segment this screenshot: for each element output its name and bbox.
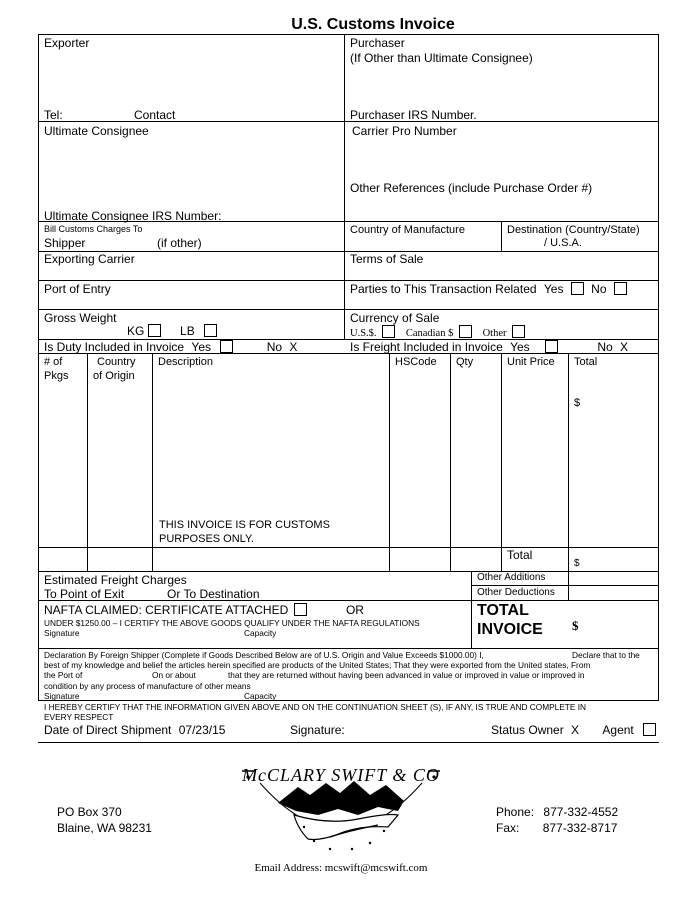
- shipper-label: Shipper: [44, 236, 86, 250]
- declaration-line2: best of my knowledge and belief the articles herein specified are products of the United States; That they were exported from the United states, From: [44, 660, 591, 670]
- footer-city: Blaine, WA 98231: [57, 821, 152, 835]
- total-invoice-label-1: TOTAL: [477, 602, 529, 619]
- col-country-header-2: of Origin: [93, 370, 135, 382]
- certify-line1: I HEREBY CERTIFY THAT THE INFORMATION GIVEN ABOVE AND ON THE CONTINUATION SHEET (S), IF ANY, IS TRUE AND COMPLETE IN: [44, 702, 587, 712]
- declaration-line3: that they are returned without having been advanced in value or improved in value or improved in: [228, 670, 585, 680]
- other-currency-checkbox[interactable]: [512, 325, 525, 338]
- declaration-line4: condition by any process of manufacture of other means: [44, 681, 251, 691]
- nafta-certificate-checkbox[interactable]: [294, 603, 307, 616]
- lb-checkbox[interactable]: [204, 324, 217, 337]
- parties-yes-label: Yes: [543, 282, 564, 296]
- logo-text: McCLARY SWIFT & CO: [242, 765, 440, 785]
- to-point-of-exit-label: To Point of Exit: [44, 587, 125, 601]
- lb-label: LB: [180, 324, 195, 338]
- currency-label: Currency of Sale: [350, 311, 440, 325]
- declaration-on-about-label: On or about: [152, 670, 196, 680]
- fax-label: Fax:: [496, 821, 520, 835]
- duty-included-row: [44, 340, 297, 354]
- other-references-label: Other References (include Purchase Order #): [350, 181, 593, 195]
- total-invoice-dollar: $: [572, 618, 579, 633]
- terms-of-sale-label: Terms of Sale: [350, 252, 424, 266]
- freight-included-row: [350, 340, 628, 354]
- certify-line2: EVERY RESPECT: [44, 712, 114, 722]
- page-title: U.S. Customs Invoice: [291, 16, 455, 33]
- col-total-header: Total: [574, 356, 598, 368]
- footer-email: Email Address: mcswift@mcswift.com: [254, 862, 428, 874]
- usd-checkbox[interactable]: [382, 325, 395, 338]
- certify-signature-label: Signature:: [290, 723, 345, 737]
- other-additions-label: Other Additions: [477, 572, 546, 583]
- duty-no-label: No: [266, 340, 283, 354]
- footer-po-box: PO Box 370: [57, 805, 122, 819]
- declaration-port-label: the Port of: [44, 670, 83, 680]
- duty-yes-checkbox[interactable]: [220, 340, 233, 353]
- declaration-signature-label: Signature: [44, 691, 80, 701]
- status-owner-mark: X: [571, 723, 580, 737]
- nafta-under-1250-text: UNDER $1250.00 – I CERTIFY THE ABOVE GOODS QUALIFY UNDER THE NAFTA REGULATIONS: [44, 618, 420, 628]
- freight-no-mark: X: [620, 340, 629, 354]
- invoice-note-line1: THIS INVOICE IS FOR CUSTOMS: [159, 519, 330, 531]
- date-shipment-value: 07/23/15: [178, 723, 226, 737]
- agent-checkbox[interactable]: [643, 723, 656, 736]
- weight-units-row: [127, 324, 217, 338]
- invoice-note-line2: PURPOSES ONLY.: [159, 533, 254, 545]
- usd-label: U.S.$.: [350, 328, 377, 339]
- currency-options-row: [350, 325, 525, 339]
- parties-no-label: No: [591, 282, 607, 296]
- destination-value: / U.S.A.: [544, 237, 582, 249]
- declaration-line1b: Declare that to the: [572, 650, 640, 660]
- nafta-signature-label: Signature: [44, 628, 80, 638]
- footer-phone-row: [496, 805, 618, 819]
- cad-label: Canadian $: [405, 328, 454, 339]
- parties-no-checkbox[interactable]: [614, 282, 627, 295]
- destination-label: Destination (Country/State): [507, 224, 640, 236]
- col-hscode-header: HSCode: [395, 356, 437, 368]
- nafta-or-label: OR: [345, 603, 364, 617]
- total-dollar-sign: $: [574, 397, 581, 409]
- nafta-capacity-label: Capacity: [244, 628, 277, 638]
- col-pkgs-header-2: Pkgs: [44, 370, 69, 382]
- col-country-header-1: Country: [97, 356, 136, 368]
- duty-yes-label: Yes: [191, 340, 211, 354]
- freight-included-label: Is Freight Included in Invoice: [350, 340, 503, 354]
- col-qty-header: Qty: [456, 356, 474, 368]
- estimated-freight-label: Estimated Freight Charges: [44, 573, 187, 587]
- port-of-entry-label: Port of Entry: [44, 282, 111, 296]
- freight-yes-checkbox[interactable]: [545, 340, 558, 353]
- purchaser-irs-label: Purchaser IRS Number.: [350, 108, 477, 122]
- other-currency-label: Other: [482, 328, 507, 339]
- contact-label: Contact: [134, 108, 176, 122]
- agent-label: Agent: [602, 723, 634, 737]
- exporter-label: Exporter: [44, 36, 90, 50]
- phone-value: 877-332-4552: [543, 805, 619, 819]
- if-other-label: (if other): [157, 236, 202, 250]
- parties-related-label: Parties to This Transaction Related: [350, 282, 537, 296]
- declaration-line1: Declaration By Foreign Shipper (Complete if Goods Described Below are of U.S. Origin and Value Exceeds $1000.00) I,: [44, 650, 484, 660]
- purchaser-note: (If Other than Ultimate Consignee): [350, 51, 533, 65]
- carrier-pro-label: Carrier Pro Number: [352, 124, 457, 138]
- tel-label: Tel:: [44, 108, 63, 122]
- col-unit-price-header: Unit Price: [507, 356, 555, 368]
- consignee-label: Ultimate Consignee: [44, 124, 149, 138]
- col-pkgs-header-1: # of: [44, 356, 63, 368]
- table-total-label: Total: [507, 548, 533, 562]
- date-shipment-label: Date of Direct Shipment: [44, 723, 172, 737]
- status-owner-label: Status Owner: [491, 723, 564, 737]
- parties-yes-checkbox[interactable]: [571, 282, 584, 295]
- duty-no-mark: X: [289, 340, 298, 354]
- nafta-claimed-label: NAFTA CLAIMED: CERTIFICATE ATTACHED: [44, 603, 289, 617]
- to-destination-label: Or To Destination: [167, 587, 260, 601]
- duty-included-label: Is Duty Included in Invoice: [44, 340, 185, 354]
- cad-checkbox[interactable]: [459, 325, 472, 338]
- bill-customs-label: Bill Customs Charges To: [44, 224, 143, 234]
- kg-checkbox[interactable]: [148, 324, 161, 337]
- exporting-carrier-label: Exporting Carrier: [44, 252, 135, 266]
- declaration-capacity-label: Capacity: [244, 691, 277, 701]
- kg-label: KG: [127, 324, 145, 338]
- phone-label: Phone:: [496, 805, 535, 819]
- table-total-dollar: $: [574, 558, 580, 569]
- freight-yes-label: Yes: [510, 340, 530, 354]
- col-description-header: Description: [158, 356, 214, 368]
- footer-fax-row: [496, 821, 617, 835]
- status-row: [491, 723, 656, 737]
- date-shipment-row: [44, 723, 225, 737]
- gross-weight-label: Gross Weight: [44, 311, 117, 325]
- parties-related-row: [350, 282, 627, 296]
- nafta-claimed-row: [44, 603, 364, 617]
- freight-no-label: No: [597, 340, 613, 354]
- other-deductions-label: Other Deductions: [477, 587, 555, 598]
- country-manufacture-label: Country of Manufacture: [350, 224, 465, 236]
- total-invoice-label-2: INVOICE: [477, 621, 543, 638]
- consignee-irs-label: Ultimate Consignee IRS Number:: [44, 209, 222, 223]
- mcclary-swift-logo: [238, 755, 444, 860]
- purchaser-label: Purchaser: [350, 36, 405, 50]
- fax-value: 877-332-8717: [542, 821, 618, 835]
